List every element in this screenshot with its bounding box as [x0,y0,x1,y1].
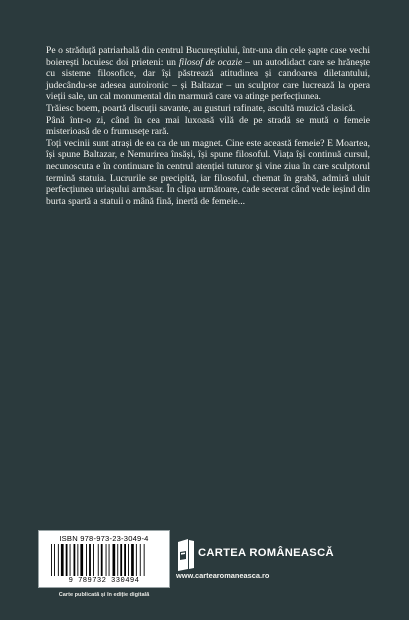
barcode-bar [124,544,126,576]
barcode-bar [93,544,94,576]
barcode-bar [80,544,83,576]
barcode-bar [70,544,71,576]
barcode-bar [106,544,107,576]
barcode-bar [86,544,87,576]
barcode-bar [101,544,103,576]
back-cover-blurb [46,45,370,207]
barcode-bar [109,544,110,576]
isbn-label: ISBN 978-973-23-3049-4 [59,534,149,543]
blurb-paragraph [46,45,370,103]
barcode-bar [131,544,134,576]
barcode-digits: 9 789732 330494 [68,577,140,585]
blurb-paragraph: Toți vecinii sunt atrași de ea ca de un magnet. Cine este această femeie? E Moartea, își spune Baltazar, e Nemurirea însăși, își spune filosoful. Viața își continuă cursul, necunoscuta e în continuare în centrul atenției tuturor și vine ziua în care sculptorul termină statuia. Lucrurile se precipită, iar filosoful, chemat în grabă, admiră uluit perfecțiunea uriașului armăsar. În clipa următoare, cade secerat când vede ieșind din burta spartă a statuii o mână fină, inertă de femeie... [46,137,370,207]
publisher-name: CARTEA ROMÂNEASCĂ [198,547,334,559]
barcode-bar [136,544,137,576]
barcode-bar [113,544,116,576]
barcode-bar [51,544,52,576]
barcode-bar [128,544,129,576]
blurb-paragraph: Până într-o zi, când în cea mai luxoasă vilă de pe stradă se mută o femeie misterioasă de o frumusețe rară. [46,114,370,138]
barcode-bar [58,544,59,576]
barcode-bar [144,544,145,576]
blurb-emphasis: filosof de ocazie [178,56,243,68]
barcode-bar [117,544,118,576]
barcode-bar [61,544,64,576]
barcode-bar [77,544,78,576]
publisher-website[interactable]: www.cartearomaneasca.ro [176,571,270,580]
barcode-bar [54,544,55,576]
barcode-bar [74,544,76,576]
blurb-text: Pe o străduță patriarhală din centrul Bucureștiului, într-una din cele șapte case vechi boierești locuiesc doi prieteni: un [46,45,370,68]
publisher-block [176,538,376,586]
blurb-paragraph: Trăiesc boem, poartă discuții savante, au gusturi rafinate, ascultă muzică clasică. [46,102,356,114]
barcode-bar [140,544,141,576]
barcode-bar [120,544,122,576]
isbn-barcode [38,530,170,588]
barcode-bar [89,544,91,576]
barcode-bar [98,544,99,576]
barcode-bar [66,544,68,576]
blurb-text: – un autodidact care se hrănește cu sisteme filosofice, dar își păstrează atitudinea și candoarea diletantului, judecându-se adesea autoironic – și Baltazar – un sculptor care lucrează la opera vieții sale, un cal monumental din marmură care va atinge perfecțiunea. [46,56,370,103]
book-logo-icon [176,538,196,572]
digital-edition-note: Carte publicată și în ediție digitală [58,592,150,598]
barcode-icon [49,544,161,576]
